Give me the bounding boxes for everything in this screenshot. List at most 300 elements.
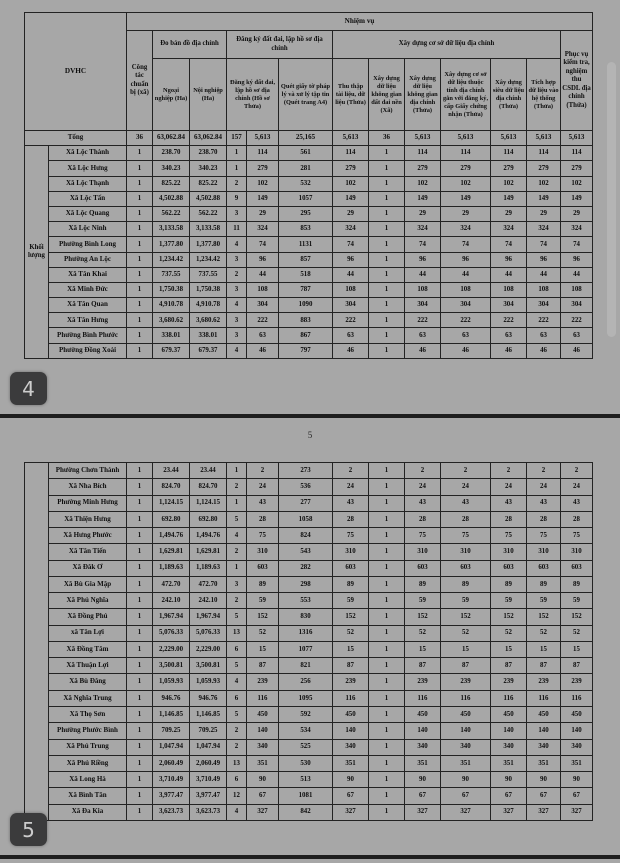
table-cell: 152 [561,609,593,625]
table-cell: 5,613 [491,131,527,146]
table-cell: 946.76 [190,690,227,706]
table-cell: 114 [527,146,561,161]
table-cell: 1 [369,222,405,237]
table-cell: 340.23 [190,161,227,176]
table-cell: 6 [227,641,247,657]
table-cell: 46 [561,343,593,358]
table-cell: 1,967.94 [190,609,227,625]
side-label-khoi-luong: Khối lượng [25,146,49,359]
table-cell: 1 [127,222,153,237]
table-cell: 114 [405,146,441,161]
table-cell: 5,613 [527,131,561,146]
table-cell: 450 [561,706,593,722]
table-cell: 15 [247,641,279,657]
row-label-dvhc: Phường Phước Bình [49,723,127,739]
table-cell: 1 [369,191,405,206]
table-cell: 1 [369,625,405,641]
table-cell: 90 [491,772,527,788]
table-cell: 340 [405,739,441,755]
table-cell: 351 [333,755,369,771]
table-cell: 1095 [279,690,333,706]
table-cell: 24 [405,479,441,495]
col-header-thuoc-tinh: Xây dựng cơ sở dữ liệu thuộc tính địa chính gắn với đăng ký, cấp Giấy chứng nhận (Thửa) [441,59,491,131]
table-cell: 1 [127,528,153,544]
table-cell: 1,146.85 [153,706,190,722]
row-label-dvhc: Xã Minh Đức [49,282,127,297]
table-cell: 1 [369,560,405,576]
table-cell: 472.70 [153,576,190,592]
row-label-dvhc: Xã Phú Nghĩa [49,593,127,609]
table-cell: 114 [441,146,491,161]
side-spacer-cell [25,463,49,821]
table-cell: 152 [405,609,441,625]
table-cell: 1 [127,298,153,313]
table-row [25,641,593,657]
table-cell: 1 [369,788,405,804]
col-header-tich-hop: Tích hợp dữ liệu vào hệ thống (Thửa) [527,59,561,131]
table-row [25,479,593,495]
table-cell: 298 [279,576,333,592]
table-cell: 12 [227,788,247,804]
table-row [25,511,593,527]
table-cell: 3 [227,252,247,267]
table-cell: 310 [527,544,561,560]
table-cell: 102 [247,176,279,191]
table-cell: 281 [279,161,333,176]
table-cell: 2 [227,593,247,609]
table-cell: 52 [491,625,527,641]
table-row [25,146,593,161]
table-cell: 1,234.42 [190,252,227,267]
table-cell: 1 [369,328,405,343]
table-cell: 2 [561,463,593,479]
table-cell: 450 [405,706,441,722]
table-cell: 149 [405,191,441,206]
table-cell: 152 [491,609,527,625]
table-cell: 222 [333,313,369,328]
table-cell: 351 [441,755,491,771]
table-cell: 1 [127,511,153,527]
table-row [25,544,593,560]
row-label-dvhc: Xã Bù Đăng [49,674,127,690]
table-row [25,804,593,820]
table-cell: 149 [333,191,369,206]
table-cell: 1 [127,674,153,690]
table-cell: 5 [227,511,247,527]
table-cell: 52 [527,625,561,641]
table-cell: 2 [227,739,247,755]
table-cell: 513 [279,772,333,788]
table-cell: 256 [279,674,333,690]
table-cell: 116 [247,690,279,706]
table-cell: 67 [527,788,561,804]
table-cell: 797 [279,343,333,358]
table-cell: 67 [405,788,441,804]
table-cell: 1 [369,463,405,479]
col-header-dang-ky-group: Đăng ký đất đai, lập hồ sơ địa chính [227,31,333,59]
table-cell: 4,502.88 [153,191,190,206]
table-cell: 43 [441,495,491,511]
table-cell: 1,047.94 [190,739,227,755]
table-cell: 108 [405,282,441,297]
table-cell: 304 [527,298,561,313]
table-cell: 152 [527,609,561,625]
table-cell: 44 [333,267,369,282]
table-cell: 1 [369,641,405,657]
table-cell: 75 [405,528,441,544]
table-cell: 29 [441,206,491,221]
table-cell: 239 [491,674,527,690]
table-cell: 28 [405,511,441,527]
table-row [25,772,593,788]
table-cell: 279 [561,161,593,176]
table-cell: 43 [491,495,527,511]
table-cell: 102 [561,176,593,191]
table-cell: 1,377.80 [190,237,227,252]
table-cell: 90 [405,772,441,788]
row-label-dvhc: Xã Đa Kia [49,804,127,820]
table-cell: 324 [561,222,593,237]
table-cell: 327 [491,804,527,820]
table-cell: 140 [333,723,369,739]
table-cell: 44 [491,267,527,282]
row-label-dvhc: Phường Minh Hưng [49,495,127,511]
table-cell: 28 [441,511,491,527]
table-row [25,739,593,755]
table-cell: 114 [561,146,593,161]
table-cell: 29 [247,206,279,221]
table-cell: 821 [279,658,333,674]
table-cell: 15 [441,641,491,657]
table-cell: 709.25 [190,723,227,739]
row-label-dvhc: Xã Lộc Thành [49,146,127,161]
row-label-dvhc: Xã Bù Gia Mập [49,576,127,592]
table-cell: 1 [369,690,405,706]
table-cell: 327 [247,804,279,820]
table-cell: 1 [127,191,153,206]
table-body-page4 [25,131,593,359]
table-cell: 3 [227,206,247,221]
row-label-dvhc: Phường Chơn Thành [49,463,127,479]
table-cell: 1,189.63 [190,560,227,576]
table-cell: 327 [333,804,369,820]
col-header-noi-nghiep: Nội nghiệp (Ha) [190,59,227,131]
table-cell: 324 [527,222,561,237]
table-cell: 67 [333,788,369,804]
table-cell: 340 [527,739,561,755]
table-cell: 63 [527,328,561,343]
table-cell: 96 [491,252,527,267]
table-cell: 108 [527,282,561,297]
table-cell: 692.80 [153,511,190,527]
table-cell: 108 [491,282,527,297]
page-separator-bottom [0,855,620,859]
table-cell: 4 [227,298,247,313]
col-header-do-ban-do: Đo bản đồ địa chính [153,31,227,59]
table-cell: 52 [405,625,441,641]
table-cell: 29 [491,206,527,221]
table-cell: 1 [369,755,405,771]
table-cell: 116 [561,690,593,706]
table-cell: 222 [405,313,441,328]
table-cell: 102 [491,176,527,191]
table-cell: 530 [279,755,333,771]
table-row [25,206,593,221]
table-cell: 5,076.33 [153,625,190,641]
row-label-dvhc: Xã Đồng Tâm [49,641,127,657]
table-cell: 36 [369,131,405,146]
table-cell: 3 [227,282,247,297]
table-cell: 450 [527,706,561,722]
table-row [25,343,593,358]
table-cell: 15 [333,641,369,657]
table-cell: 242.10 [153,593,190,609]
row-label-dvhc: Xã Lộc Hưng [49,161,127,176]
table-cell: 63,062.84 [153,131,190,146]
table-cell: 1 [369,176,405,191]
table-cell: 279 [527,161,561,176]
table-cell: 3,977.47 [190,788,227,804]
table-cell: 59 [491,593,527,609]
col-header-dang-ky: Đăng ký đất đai, lập hồ sơ địa chính (Hồ sơ Thửa) [227,59,279,131]
table-cell: 239 [333,674,369,690]
table-cell: 63 [247,328,279,343]
table-cell: 52 [333,625,369,641]
table-cell: 351 [527,755,561,771]
table-cell: 2,229.00 [190,641,227,657]
table-cell: 29 [333,206,369,221]
table-cell: 5,613 [247,131,279,146]
table-cell: 279 [247,161,279,176]
table-cell: 1 [127,267,153,282]
table-cell: 74 [405,237,441,252]
table-cell: 1,124.15 [190,495,227,511]
table-cell: 525 [279,739,333,755]
table-cell: 679.37 [190,343,227,358]
table-cell: 1 [127,690,153,706]
table-cell: 310 [491,544,527,560]
total-row [25,131,593,146]
table-cell: 1 [127,206,153,221]
table-cell: 1 [369,772,405,788]
row-label-dvhc: Xã Hưng Phước [49,528,127,544]
table-cell: 1 [127,593,153,609]
table-cell: 709.25 [153,723,190,739]
table-cell: 28 [333,511,369,527]
col-header-cong-tac: Công tác chuẩn bị (xã) [127,31,153,131]
table-cell: 24 [491,479,527,495]
table-cell: 9 [227,191,247,206]
row-label-dvhc: Xã Bình Tân [49,788,127,804]
table-cell: 238.70 [153,146,190,161]
table-cell: 2 [247,463,279,479]
table-cell: 562.22 [153,206,190,221]
table-row [25,267,593,282]
table-cell: 3,500.81 [190,658,227,674]
table-cell: 67 [247,788,279,804]
table-cell: 1 [369,723,405,739]
table-cell: 140 [491,723,527,739]
table-cell: 2 [227,723,247,739]
table-cell: 1 [127,723,153,739]
page-separator [0,414,620,418]
table-cell: 2 [227,176,247,191]
table-cell: 239 [561,674,593,690]
table-cell: 89 [491,576,527,592]
table-cell: 1 [227,463,247,479]
table-cell: 5,613 [441,131,491,146]
cadastral-volume-table-page5 [24,462,593,821]
table-cell: 603 [405,560,441,576]
table-cell: 304 [247,298,279,313]
table-cell: 2 [405,463,441,479]
table-cell: 4 [227,804,247,820]
table-cell: 15 [491,641,527,657]
table-cell: 327 [405,804,441,820]
table-cell: 1 [127,479,153,495]
table-cell: 63,062.84 [190,131,227,146]
table-cell: 1 [369,161,405,176]
table-cell: 1 [127,343,153,358]
table-cell: 277 [279,495,333,511]
row-label-dvhc: Xã Lộc Ninh [49,222,127,237]
table-cell: 90 [527,772,561,788]
table-cell: 13 [227,755,247,771]
table-cell: 3,623.73 [153,804,190,820]
table-cell: 102 [333,176,369,191]
table-cell: 75 [441,528,491,544]
table-cell: 1 [127,804,153,820]
scrollbar-thumb[interactable] [607,62,616,337]
table-cell: 2 [227,544,247,560]
table-cell: 3,977.47 [153,788,190,804]
table-cell: 825.22 [153,176,190,191]
table-cell: 3 [227,313,247,328]
table-cell: 327 [561,804,593,820]
table-row [25,528,593,544]
table-row [25,593,593,609]
table-cell: 140 [405,723,441,739]
table-cell: 310 [333,544,369,560]
table-cell: 2 [333,463,369,479]
row-label-dvhc: Xã Nha Bích [49,479,127,495]
table-cell: 1 [127,658,153,674]
row-label-dvhc: Phường Bình Long [49,237,127,252]
table-cell: 67 [441,788,491,804]
table-row [25,658,593,674]
table-cell: 1077 [279,641,333,657]
table-cell: 75 [247,528,279,544]
table-cell: 1 [369,298,405,313]
table-cell: 1 [127,313,153,328]
table-row [25,298,593,313]
table-cell: 44 [527,267,561,282]
table-cell: 1 [127,237,153,252]
table-cell: 67 [561,788,593,804]
table-row [25,723,593,739]
table-cell: 553 [279,593,333,609]
row-label-dvhc: Xã Tân Quan [49,298,127,313]
table-cell: 867 [279,328,333,343]
table-cell: 2 [227,267,247,282]
table-row [25,463,593,479]
table-row [25,755,593,771]
table-cell: 1081 [279,788,333,804]
table-cell: 787 [279,282,333,297]
table-cell: 324 [491,222,527,237]
table-cell: 43 [247,495,279,511]
row-label-dvhc: Xã Lộc Thạnh [49,176,127,191]
table-cell: 351 [247,755,279,771]
table-cell: 1 [127,609,153,625]
table-cell: 116 [405,690,441,706]
table-cell: 5,613 [561,131,593,146]
table-row [25,237,593,252]
table-row [25,609,593,625]
table-cell: 24 [333,479,369,495]
table-cell: 63 [441,328,491,343]
table-cell: 1 [127,625,153,641]
table-cell: 1 [369,237,405,252]
table-row [25,222,593,237]
col-header-thu-thap: Thu thập tài liệu, dữ liệu (Thửa) [333,59,369,131]
table-cell: 3,500.81 [153,658,190,674]
table-cell: 59 [405,593,441,609]
table-cell: 59 [333,593,369,609]
table-cell: 324 [441,222,491,237]
table-cell: 310 [441,544,491,560]
table-cell: 149 [491,191,527,206]
table-cell: 4 [227,528,247,544]
table-cell: 44 [561,267,593,282]
table-cell: 3,680.62 [153,313,190,328]
table-row [25,313,593,328]
table-cell: 242.10 [190,593,227,609]
table-cell: 1 [369,804,405,820]
page-number-label: 5 [307,430,313,440]
row-label-dvhc: Xã Nghĩa Trung [49,690,127,706]
table-cell: 4,910.78 [153,298,190,313]
table-row [25,252,593,267]
table-cell: 518 [279,267,333,282]
table-cell: 152 [247,609,279,625]
table-cell: 3 [227,576,247,592]
table-cell: 24 [247,479,279,495]
table-cell: 327 [527,804,561,820]
table-cell: 46 [405,343,441,358]
table-header [25,13,593,131]
table-cell: 279 [441,161,491,176]
table-cell: 338.01 [153,328,190,343]
table-cell: 6 [227,772,247,788]
table-cell: 46 [441,343,491,358]
row-label-dvhc: Xã Tân Tiến [49,544,127,560]
table-cell: 75 [527,528,561,544]
table-cell: 140 [561,723,593,739]
table-cell: 44 [441,267,491,282]
table-cell: 67 [491,788,527,804]
table-cell: 3,680.62 [190,313,227,328]
table-cell: 532 [279,176,333,191]
table-cell: 1,750.38 [190,282,227,297]
table-cell: 883 [279,313,333,328]
table-cell: 239 [441,674,491,690]
table-row [25,495,593,511]
table-cell: 222 [247,313,279,328]
table-cell: 1 [369,252,405,267]
col-header-sieu-du-lieu: Xây dựng siêu dữ liệu địa chính (Thửa) [491,59,527,131]
table-cell: 450 [247,706,279,722]
